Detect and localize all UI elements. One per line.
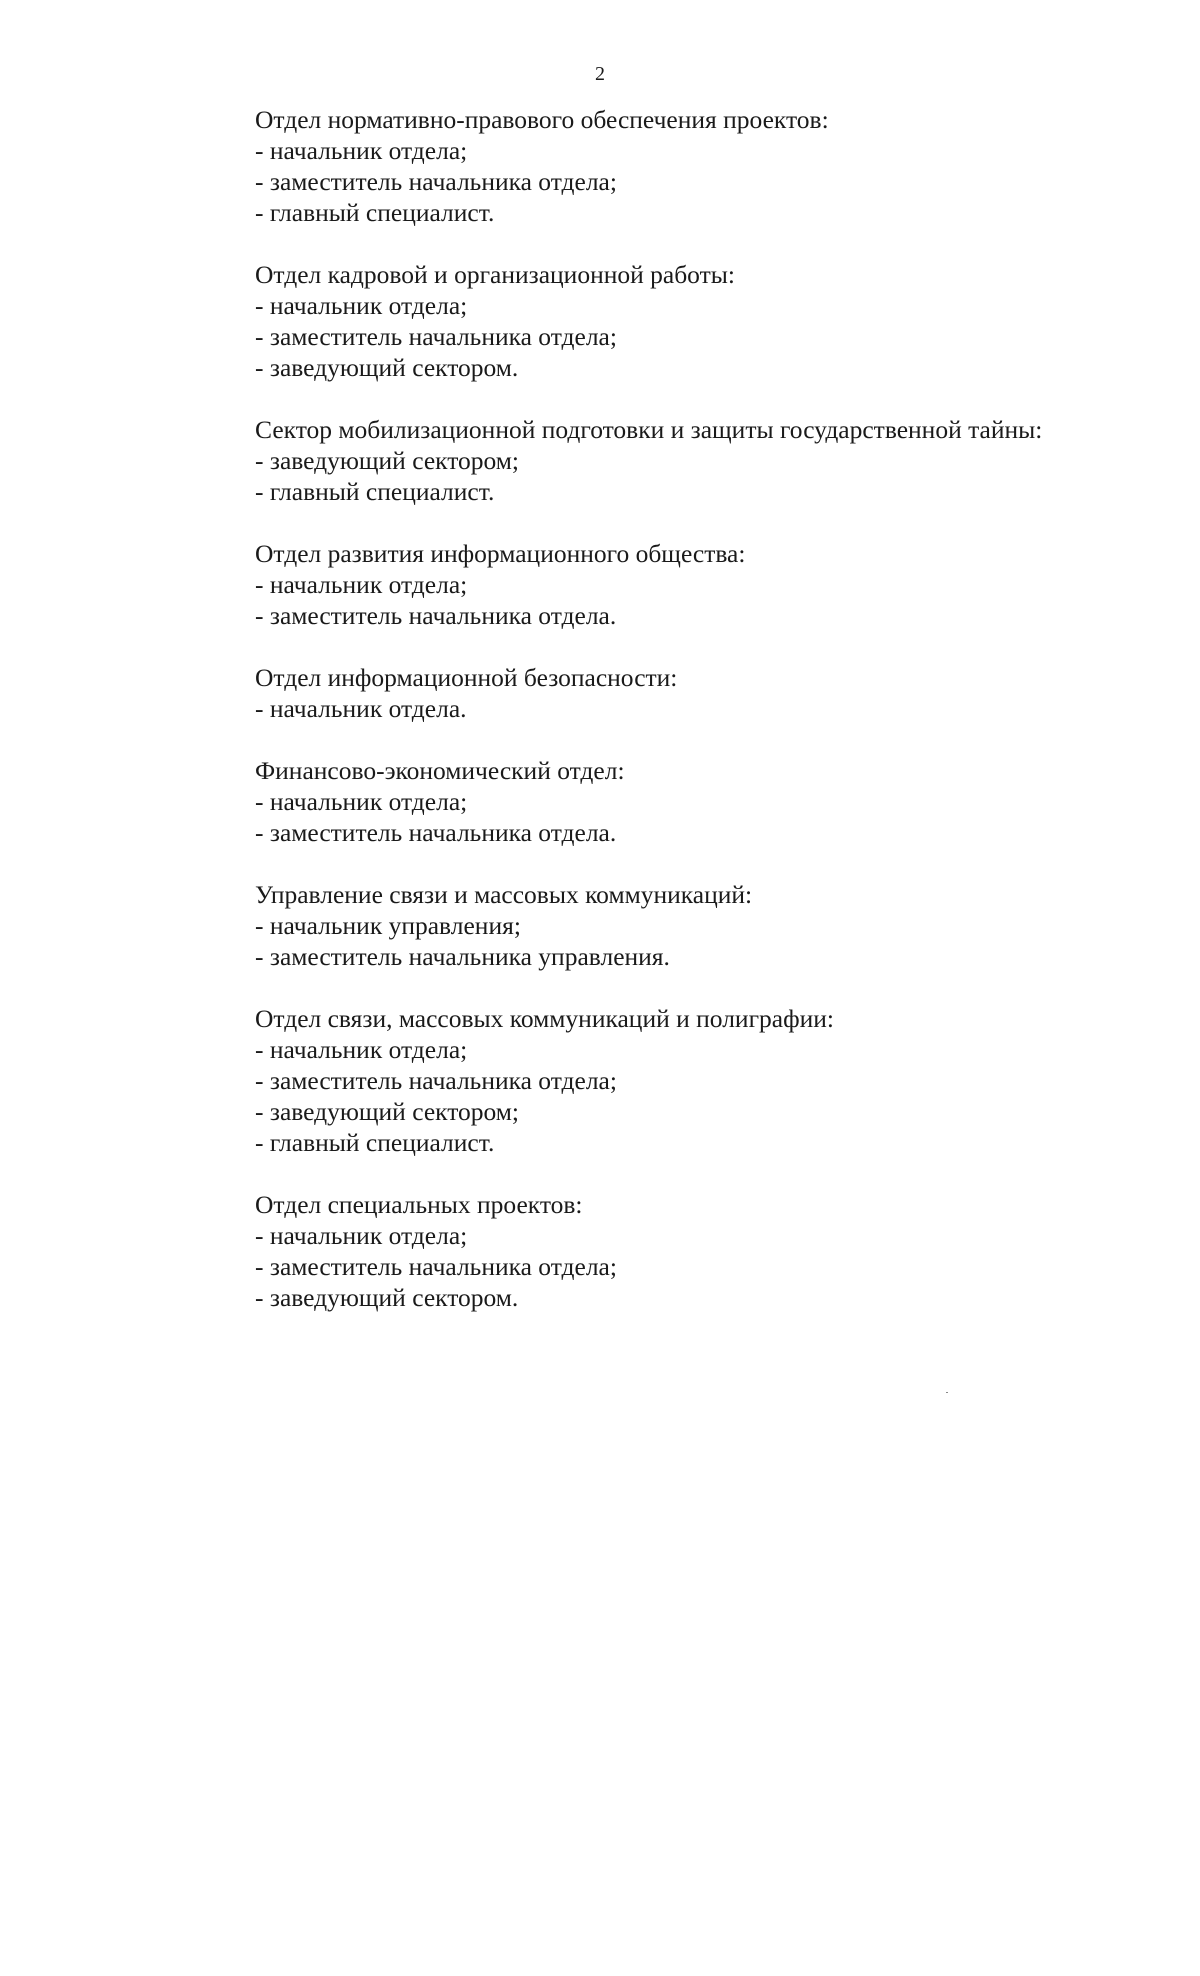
section-title: Финансово-экономический отдел: [255,756,625,785]
list-item: - заместитель начальника отдела; [255,167,617,196]
list-item: - начальник отдела; [255,1035,468,1064]
position-list [255,445,1175,507]
section-special-projects [255,1189,1175,1313]
section-title: Сектор мобилизационной подготовки и защиты государственной тайны: [255,415,1043,444]
section-mobilization [255,414,1175,507]
section-information-society [255,538,1175,631]
section-title: Отдел связи, массовых коммуникаций и полиграфии: [255,1004,834,1033]
list-item: - заместитель начальника управления. [255,942,670,971]
list-item: - главный специалист. [255,198,495,227]
section-title: Отдел информационной безопасности: [255,663,678,692]
list-item: - заведующий сектором. [255,1283,519,1312]
list-item: - главный специалист. [255,477,495,506]
section-information-security [255,662,1175,724]
section-normative-legal [255,104,1175,228]
section-finance [255,755,1175,848]
section-communications-department [255,879,1175,972]
list-item: - заместитель начальника отдела. [255,601,617,630]
section-title: Управление связи и массовых коммуникаций: [255,880,753,909]
section-title: Отдел кадровой и организационной работы: [255,260,735,289]
list-item: - начальник управления; [255,911,521,940]
scan-speck [946,1392,948,1393]
position-list [255,135,1175,228]
section-communications-printing [255,1003,1175,1158]
position-list [255,693,1175,724]
list-item: - заместитель начальника отдела; [255,1066,617,1095]
list-item: - начальник отдела; [255,291,468,320]
list-item: - начальник отдела; [255,570,468,599]
list-item: - начальник отдела; [255,1221,468,1250]
position-list [255,910,1175,972]
document-content [255,104,1175,1344]
list-item: - заведующий сектором; [255,446,520,475]
position-list [255,1220,1175,1313]
list-item: - заведующий сектором; [255,1097,520,1126]
list-item: - заместитель начальника отдела. [255,818,617,847]
section-personnel [255,259,1175,383]
section-title: Отдел специальных проектов: [255,1190,583,1219]
position-list [255,1034,1175,1158]
list-item: - начальник отдела; [255,787,468,816]
section-title: Отдел развития информационного общества: [255,539,746,568]
list-item: - главный специалист. [255,1128,495,1157]
list-item: - начальник отдела. [255,694,467,723]
list-item: - заместитель начальника отдела; [255,322,617,351]
list-item: - начальник отдела; [255,136,468,165]
position-list [255,786,1175,848]
page-number: 2 [595,63,605,85]
section-title: Отдел нормативно-правового обеспечения проектов: [255,105,829,134]
position-list [255,290,1175,383]
position-list [255,569,1175,631]
list-item: - заместитель начальника отдела; [255,1252,617,1281]
list-item: - заведующий сектором. [255,353,519,382]
